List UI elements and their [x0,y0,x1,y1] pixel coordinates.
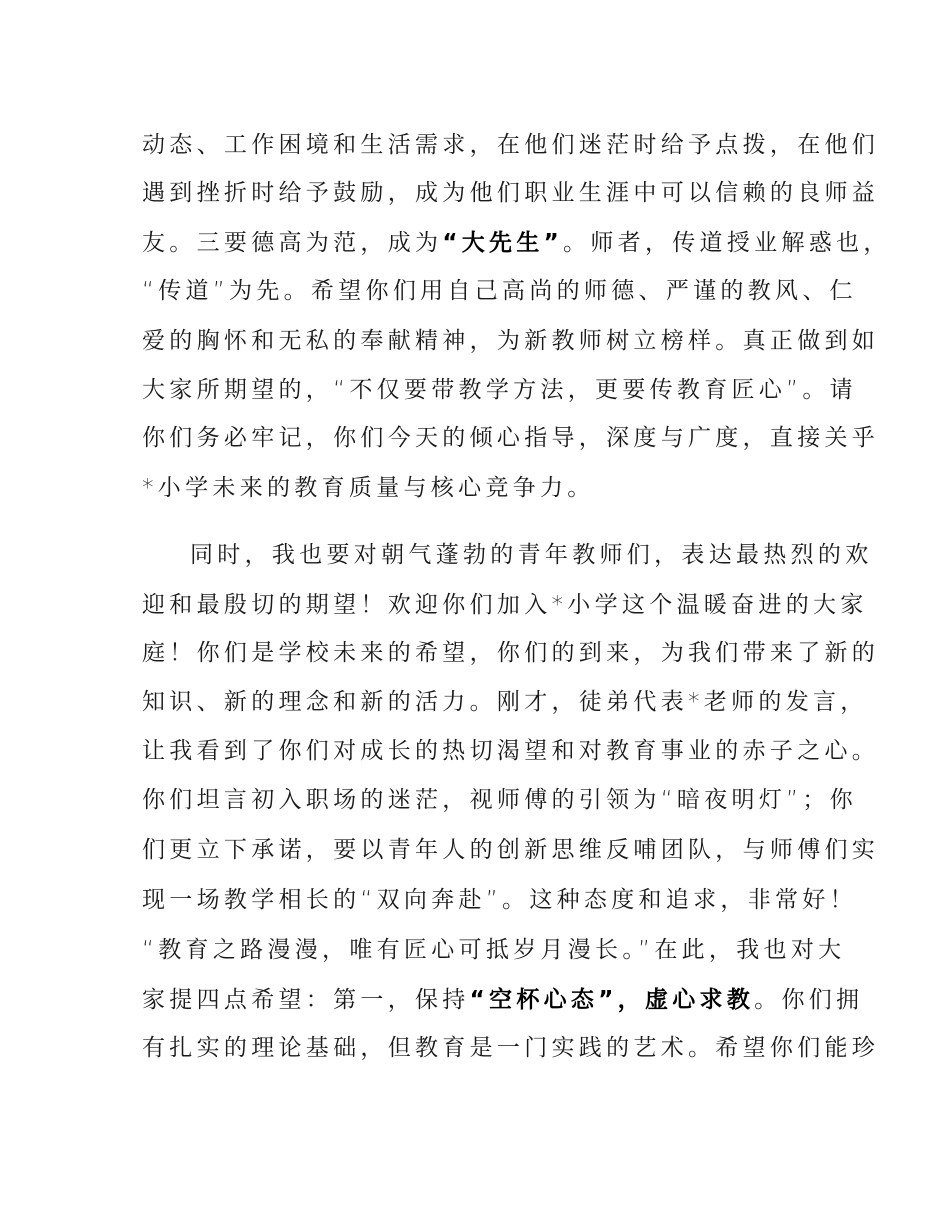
text-segment: 大家所期望的，“不仅要带教学方法，更要传教育匠心”。请 [142,377,857,403]
text-segment: 。师者，传道授业解惑也， [563,230,891,256]
bold-text: “空杯心态”，虚心求教 [469,987,755,1013]
text-line [142,588,868,622]
text-line [142,636,880,670]
text-line [142,226,891,260]
text-segment: 同时，我也要对朝气蓬勃的青年教师们，表达最热烈的欢 [190,542,873,568]
text-line [142,274,857,308]
text-segment: 。你们拥 [754,987,864,1013]
text-segment: 家提四点希望：第一，保持 [142,987,470,1013]
text-line [142,176,880,210]
text-line [142,421,880,455]
text-line [142,883,857,917]
text-segment: 知识、新的理念和新的活力。刚才，徒弟代表*老师的发言， [142,689,868,715]
text-segment: 庭！你们是学校未来的希望，你们的到来，为我们带来了新的 [142,640,880,666]
text-line [142,471,822,505]
text-line [142,324,880,358]
text-line [142,685,868,719]
text-segment: 们更立下承诺，要以青年人的创新思维反哺团队，与师傅们实 [142,837,880,863]
text-line [142,833,880,867]
text-segment: 现一场教学相长的“双向奔赴”。这种态度和追求，非常好！ [142,887,857,913]
text-line [142,933,846,967]
text-line [142,1031,880,1065]
text-segment: 遇到挫折时给予鼓励，成为他们职业生涯中可以信赖的良师益 [142,180,880,206]
text-line [142,983,864,1017]
text-line [142,783,857,817]
text-segment: *小学未来的教育质量与核心竞争力。 [142,475,595,501]
text-segment: 迎和最殷切的期望！欢迎你们加入*小学这个温暖奋进的大家 [142,592,868,618]
text-line [190,538,873,572]
text-segment: 你们务必牢记，你们今天的倾心指导，深度与广度，直接关乎 [142,425,880,451]
text-segment: “教育之路漫漫，唯有匠心可抵岁月漫长。”在此，我也对大 [142,937,846,963]
bold-text: “大先生” [442,230,564,256]
text-segment: “传道”为先。希望你们用自己高尚的师德、严谨的教风、仁 [142,278,857,304]
text-line [142,734,880,768]
text-segment: 爱的胸怀和无私的奉献精神，为新教师树立榜样。真正做到如 [142,328,880,354]
text-line [142,128,880,162]
text-segment: 动态、工作困境和生活需求，在他们迷茫时给予点拨，在他们 [142,132,880,158]
text-segment: 友。三要德高为范，成为 [142,230,443,256]
text-line [142,373,857,407]
text-segment: 有扎实的理论基础，但教育是一门实践的艺术。希望你们能珍 [142,1035,880,1061]
text-segment: 让我看到了你们对成长的热切渴望和对教育事业的赤子之心。 [142,738,880,764]
text-segment: 你们坦言初入职场的迷茫，视师傅的引领为“暗夜明灯”；你 [142,787,857,813]
